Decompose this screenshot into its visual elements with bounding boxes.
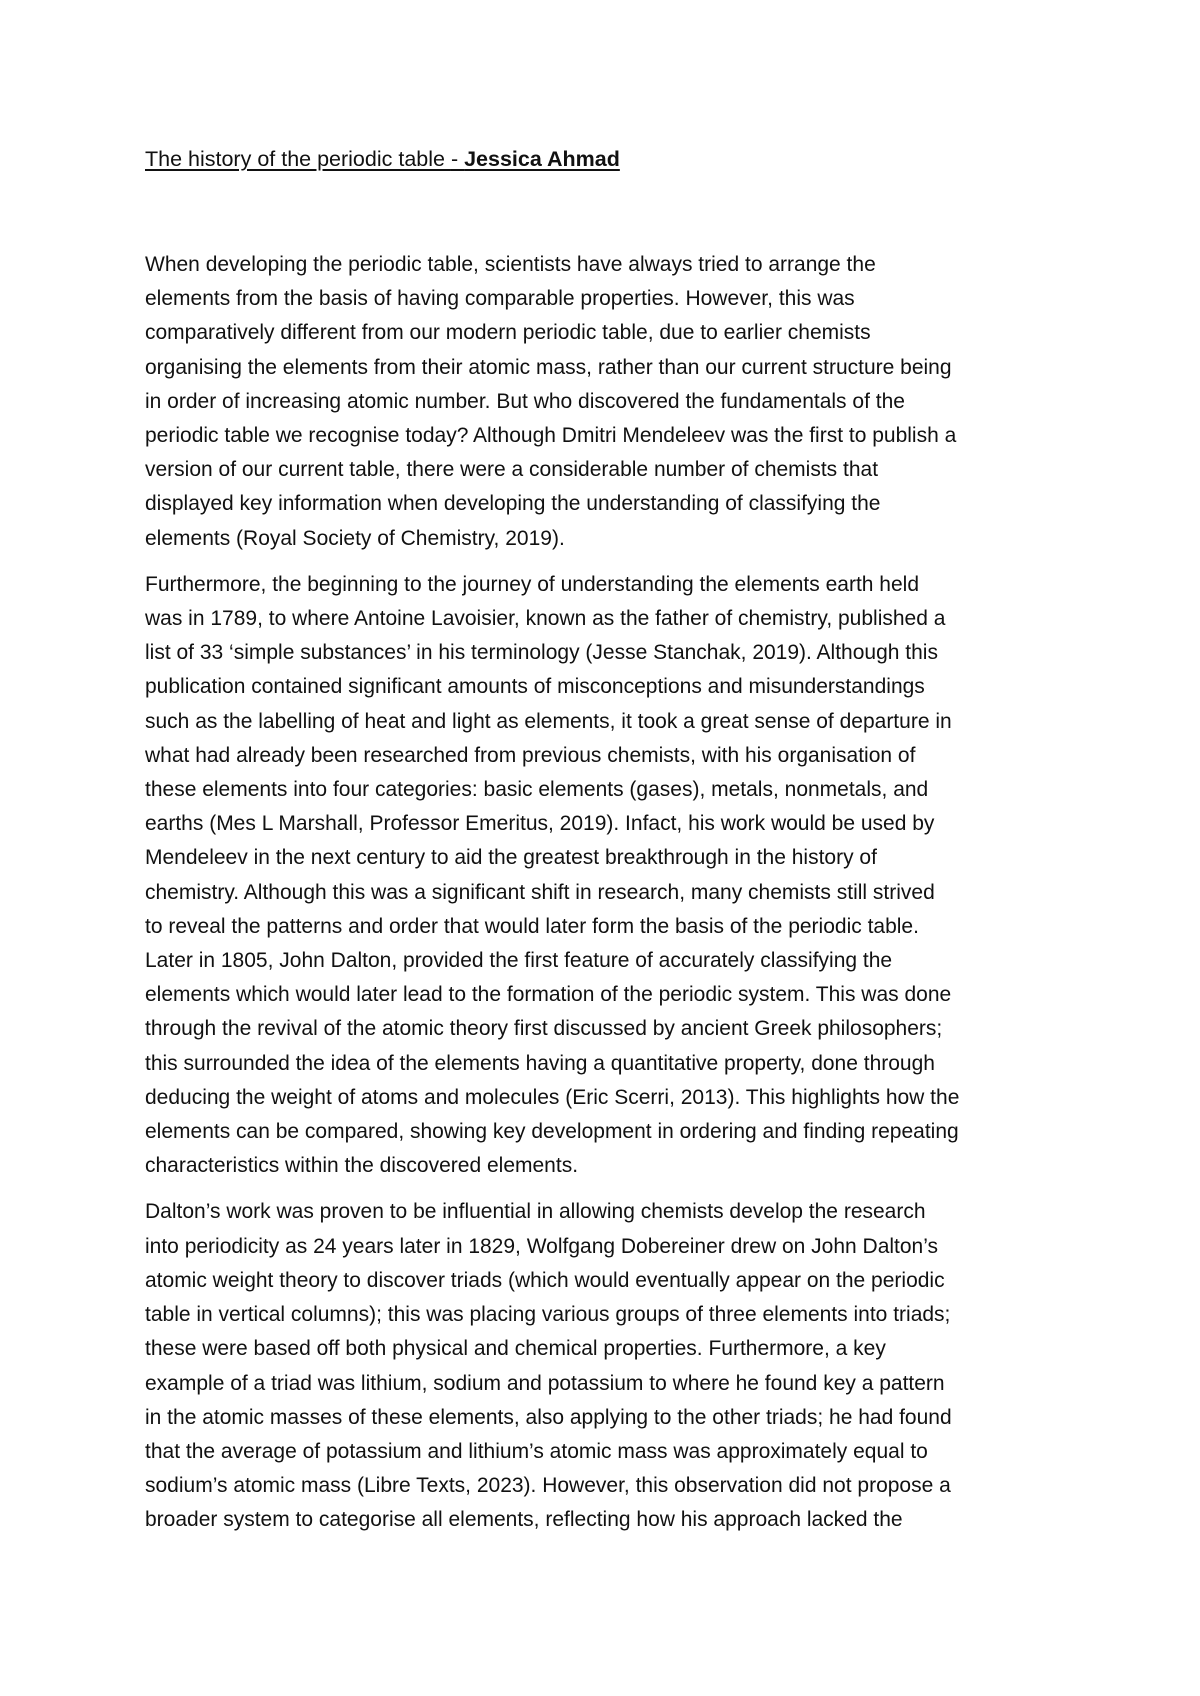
text-line: these elements into four categories: basic elements (gases), metals, nonmetals, and — [145, 778, 929, 802]
text-line: Dalton’s work was proven to be influential in allowing chemists develop the research — [145, 1200, 926, 1224]
text-line: comparatively different from our modern periodic table, due to earlier chemists — [145, 321, 871, 345]
paragraph-3 — [145, 1195, 1065, 1537]
text-line: chemistry. Although this was a significant shift in research, many chemists still strived — [145, 880, 935, 904]
text-line: was in 1789, to where Antoine Lavoisier, known as the father of chemistry, published a — [145, 607, 946, 631]
text-line: this surrounded the idea of the elements having a quantitative property, done through — [145, 1051, 935, 1075]
text-line: such as the labelling of heat and light as elements, it took a great sense of departure in — [145, 709, 952, 733]
text-line: atomic weight theory to discover triads (which would eventually appear on the periodic — [145, 1268, 945, 1292]
document-title — [145, 144, 1065, 174]
title-author: Jessica Ahmad — [464, 147, 620, 171]
text-line: characteristics within the discovered elements. — [145, 1154, 579, 1178]
text-line: example of a triad was lithium, sodium and potassium to where he found key a pattern — [145, 1371, 945, 1395]
text-line: Furthermore, the beginning to the journey of understanding the elements earth held — [145, 572, 919, 596]
text-line: periodic table we recognise today? Although Dmitri Mendeleev was the first to publish a — [145, 424, 957, 448]
title-separator: - — [450, 147, 465, 171]
document-body — [145, 144, 1065, 1550]
text-line: elements can be compared, showing key development in ordering and finding repeating — [145, 1120, 959, 1144]
text-line: When developing the periodic table, scientists have always tried to arrange the — [145, 253, 876, 276]
text-line: in order of increasing atomic number. But who discovered the fundamentals of the — [145, 389, 905, 413]
text-line: Mendeleev in the next century to aid the greatest breakthrough in the history of — [145, 846, 877, 870]
text-line: table in vertical columns); this was placing various groups of three elements into triads; — [145, 1303, 951, 1327]
text-line: list of 33 ‘simple substances’ in his terminology (Jesse Stanchak, 2019). Although this — [145, 641, 938, 665]
text-line: Later in 1805, John Dalton, provided the first feature of accurately classifying the — [145, 949, 893, 973]
text-line: that the average of potassium and lithium’s atomic mass was approximately equal to — [145, 1439, 928, 1463]
text-line: elements from the basis of having comparable properties. However, this was — [145, 287, 855, 311]
text-line: broader system to categorise all elements, reflecting how his approach lacked the — [145, 1508, 903, 1532]
text-line: elements which would later lead to the formation of the periodic system. This was done — [145, 983, 952, 1007]
text-line: sodium’s atomic mass (Libre Texts, 2023). However, this observation did not propose a — [145, 1474, 951, 1498]
text-line: in the atomic masses of these elements, also applying to the other triads; he had found — [145, 1405, 952, 1429]
text-line: earths (Mes L Marshall, Professor Emeritus, 2019). Infact, his work would be used by — [145, 812, 935, 836]
text-line: publication contained significant amounts of misconceptions and misunderstandings — [145, 675, 925, 699]
paragraph-container — [145, 248, 1065, 1538]
text-line: displayed key information when developing the understanding of classifying the — [145, 492, 881, 516]
text-line: organising the elements from their atomic mass, rather than our current structure being — [145, 355, 952, 379]
paragraph-2 — [145, 568, 1065, 1184]
title-main: The history of the periodic table — [145, 147, 451, 171]
text-line: to reveal the patterns and order that would later form the basis of the periodic table. — [145, 914, 919, 938]
text-line: what had already been researched from previous chemists, with his organisation of — [145, 743, 916, 767]
text-line: these were based off both physical and chemical properties. Furthermore, a key — [145, 1337, 886, 1361]
paragraph-1 — [145, 248, 1065, 556]
text-line: version of our current table, there were a considerable number of chemists that — [145, 458, 879, 482]
text-line: deducing the weight of atoms and molecules (Eric Scerri, 2013). This highlights how the — [145, 1085, 960, 1109]
text-line: into periodicity as 24 years later in 1829, Wolfgang Dobereiner drew on John Dalton’s — [145, 1234, 939, 1258]
text-line: elements (Royal Society of Chemistry, 2019). — [145, 526, 565, 550]
text-line: through the revival of the atomic theory first discussed by ancient Greek philosophers; — [145, 1017, 943, 1041]
